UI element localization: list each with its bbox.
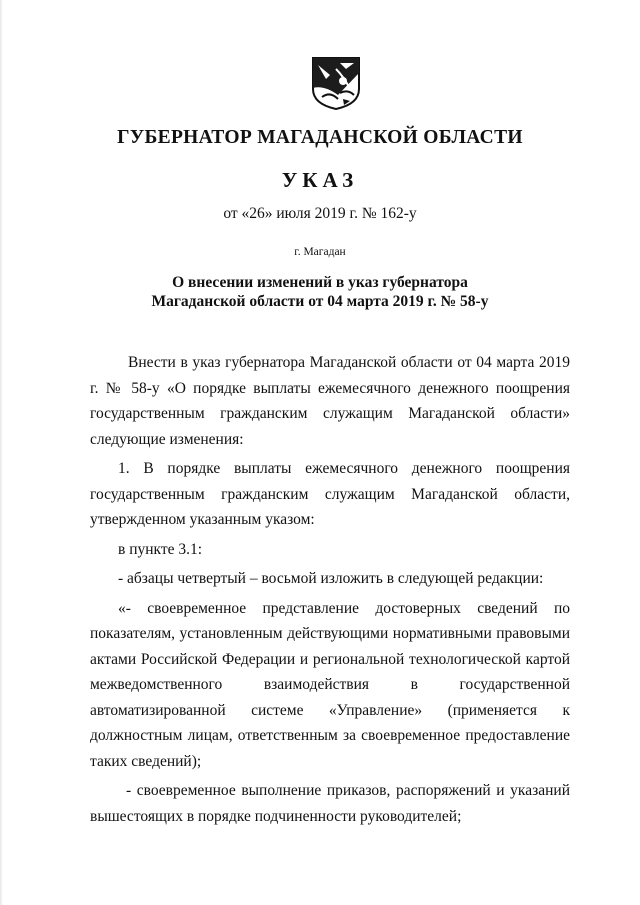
quoted-paragraph-1: «- своевременное представление достоверных сведений по показателям, установленным действующими нормативными правовыми актами Российской Федерации и региональной технологической картой межведомственного взаимодействия в государственной автоматизированной системе «Управление» (применяется к должностным лицам, ответственным за своевременное предоставление таких сведений); bbox=[90, 599, 570, 770]
place-of-issue: г. Магадан bbox=[294, 246, 346, 258]
point-paragraph: в пункте 3.1: bbox=[118, 540, 203, 558]
authority-title: ГУБЕРНАТОР МАГАДАНСКОЙ ОБЛАСТИ bbox=[117, 127, 523, 148]
magadan-coat-of-arms-icon bbox=[310, 55, 362, 111]
document-type: УКАЗ bbox=[281, 168, 359, 192]
intro-paragraph: Внести в указ губернатора Магаданской области от 04 марта 2019 г. № 58-у «О порядке выплаты ежемесячного денежного поощрения государственным гражданским служащим Магаданской области» следующие изменения: bbox=[90, 354, 570, 448]
subject-line-2: Магаданской области от 04 марта 2019 г. № 58-у bbox=[151, 293, 489, 310]
instruction-paragraph: - абзацы четвертый – восьмой изложить в следующей редакции: bbox=[118, 570, 544, 587]
quoted-paragraph-2: - своевременное выполнение приказов, распоряжений и указаний вышестоящих в порядке подчиненности руководителей; bbox=[90, 782, 570, 825]
subject-line-1: О внесении изменений в указ губернатора bbox=[172, 274, 468, 291]
date-and-number: от «26» июля 2019 г. № 162-у bbox=[223, 205, 417, 222]
item-1-paragraph: 1. В порядке выплаты ежемесячного денежного поощрения государственным гражданским служащим Магаданской области, утвержденном указанным указом: bbox=[90, 460, 570, 528]
document-subject bbox=[0, 273, 640, 311]
document-body bbox=[90, 350, 570, 829]
